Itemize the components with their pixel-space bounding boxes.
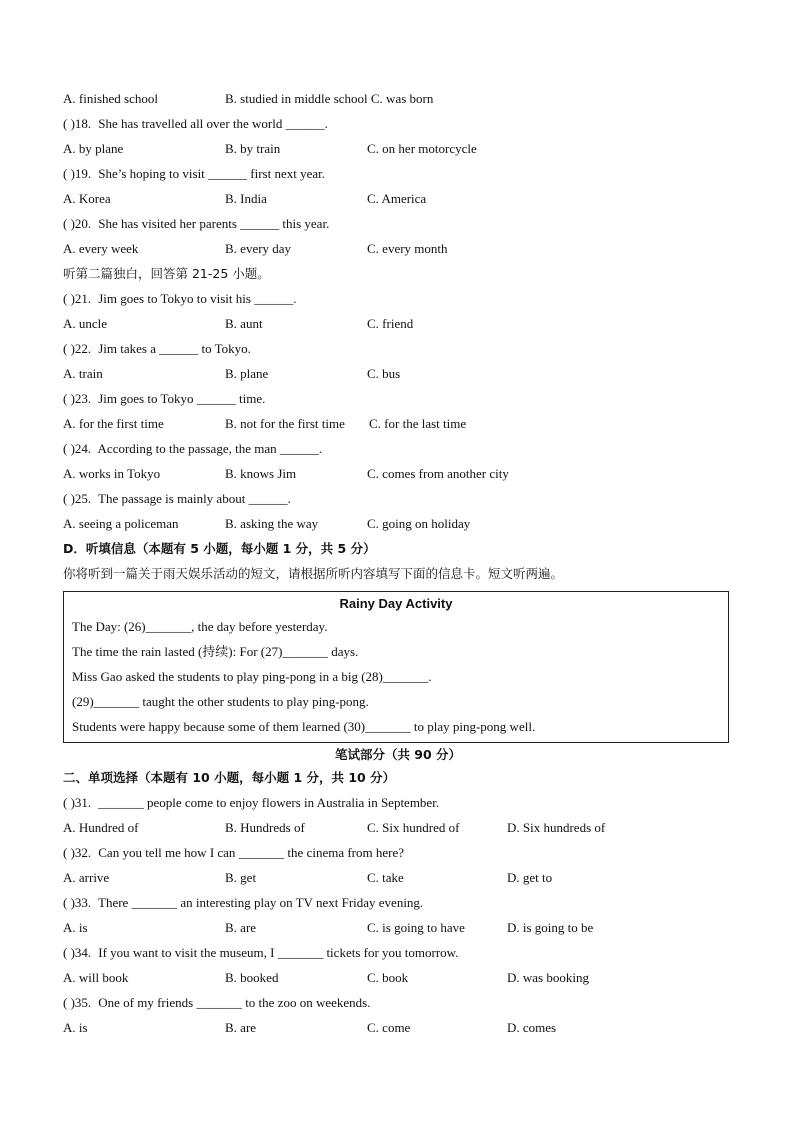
options-row-33 bbox=[63, 918, 733, 943]
option-a: A. Hundred of bbox=[63, 820, 139, 835]
option-b: B. by train bbox=[225, 141, 281, 156]
question-text: Jim goes to Tokyo to visit his ______. bbox=[98, 291, 297, 306]
question-number: ( )31. bbox=[63, 795, 92, 810]
question-number: ( )18. bbox=[63, 116, 92, 131]
section-d-heading: D．听填信息（本题有 5 小题，每小题 1 分，共 5 分） bbox=[63, 541, 376, 556]
option-b: B. are bbox=[225, 1020, 257, 1035]
question-text: If you want to visit the museum, I _______ tickets for you tomorrow. bbox=[98, 945, 459, 960]
question-text: Jim takes a ______ to Tokyo. bbox=[98, 341, 251, 356]
question-text: _______ people come to enjoy flowers in Australia in September. bbox=[98, 795, 440, 810]
option-b: B. get bbox=[225, 870, 257, 885]
question-text: Jim goes to Tokyo ______ time. bbox=[98, 391, 266, 406]
option-c: C. friend bbox=[367, 316, 414, 331]
question-number: ( )25. bbox=[63, 491, 92, 506]
question-text: She’s hoping to visit ______ first next year. bbox=[98, 166, 326, 181]
options-row-21 bbox=[63, 314, 733, 339]
option-c: C. book bbox=[367, 970, 409, 985]
option-c: C. every month bbox=[367, 241, 448, 256]
question-number: ( )19. bbox=[63, 166, 92, 181]
question-number: ( )24. bbox=[63, 441, 92, 456]
options-row-20 bbox=[63, 239, 733, 264]
options-row-35 bbox=[63, 1018, 733, 1043]
option-c: C. on her motorcycle bbox=[367, 141, 477, 156]
option-c: C. bus bbox=[367, 366, 401, 381]
options-row-18 bbox=[63, 139, 733, 164]
question-text: According to the passage, the man ______. bbox=[97, 441, 323, 456]
info-card-title: Rainy Day Activity bbox=[339, 596, 453, 611]
question-32 bbox=[63, 843, 733, 868]
option-c: C. is going to have bbox=[367, 920, 465, 935]
option-b: B. Hundreds of bbox=[225, 820, 305, 835]
option-b: B. plane bbox=[225, 366, 269, 381]
option-c: C. comes from another city bbox=[367, 466, 509, 481]
option-a: A. finished school bbox=[63, 91, 158, 106]
written-part-title: 笔试部分（共 90 分） bbox=[334, 747, 462, 762]
option-b: B. aunt bbox=[225, 316, 263, 331]
info-card-line-27: The time the rain lasted (持续): For (27)_______ days. bbox=[72, 644, 359, 659]
question-text: One of my friends _______ to the zoo on weekends. bbox=[98, 995, 371, 1010]
option-d: D. comes bbox=[507, 1020, 557, 1035]
question-20 bbox=[63, 214, 733, 239]
question-24 bbox=[63, 439, 733, 464]
option-d: D. is going to be bbox=[507, 920, 594, 935]
option-a: A. by plane bbox=[63, 141, 124, 156]
option-a: A. uncle bbox=[63, 316, 108, 331]
options-row-25 bbox=[63, 514, 733, 539]
question-33 bbox=[63, 893, 733, 918]
question-number: ( )21. bbox=[63, 291, 92, 306]
option-c: C. Six hundred of bbox=[367, 820, 460, 835]
info-card bbox=[63, 591, 729, 743]
options-row-31 bbox=[63, 818, 733, 843]
option-d: D. Six hundreds of bbox=[507, 820, 606, 835]
option-a: A. for the first time bbox=[63, 416, 164, 431]
options-row-22 bbox=[63, 364, 733, 389]
options-row-32 bbox=[63, 868, 733, 893]
question-35 bbox=[63, 993, 733, 1018]
info-card-line-28: Miss Gao asked the students to play ping-pong in a big (28)_______. bbox=[72, 669, 432, 684]
option-b-c: B. studied in middle school C. was born bbox=[225, 91, 434, 106]
question-21 bbox=[63, 289, 733, 314]
option-c: C. for the last time bbox=[369, 416, 467, 431]
question-number: ( )23. bbox=[63, 391, 92, 406]
info-card-line-30: Students were happy because some of them learned (30)_______ to play ping-pong well. bbox=[72, 719, 536, 734]
option-b: B. booked bbox=[225, 970, 279, 985]
question-25 bbox=[63, 489, 733, 514]
options-row-17 bbox=[63, 89, 733, 114]
instruction-monologue-2: 听第二篇独白，回答第 21-25 小题。 bbox=[63, 266, 270, 281]
question-number: ( )33. bbox=[63, 895, 92, 910]
option-a: A. train bbox=[63, 366, 103, 381]
option-b: B. asking the way bbox=[225, 516, 319, 531]
question-22 bbox=[63, 339, 733, 364]
question-19 bbox=[63, 164, 733, 189]
option-a: A. works in Tokyo bbox=[63, 466, 161, 481]
option-a: A. every week bbox=[63, 241, 139, 256]
options-row-24 bbox=[63, 464, 733, 489]
question-text: She has travelled all over the world ______. bbox=[98, 116, 328, 131]
option-c: C. come bbox=[367, 1020, 411, 1035]
question-number: ( )34. bbox=[63, 945, 92, 960]
question-number: ( )20. bbox=[63, 216, 92, 231]
option-a: A. seeing a policeman bbox=[63, 516, 179, 531]
question-text: The passage is mainly about ______. bbox=[98, 491, 291, 506]
option-c: C. going on holiday bbox=[367, 516, 471, 531]
question-text: Can you tell me how I can _______ the cinema from here? bbox=[98, 845, 405, 860]
option-b: B. India bbox=[225, 191, 267, 206]
section-d-instruction: 你将听到一篇关于雨天娱乐活动的短文，请根据所听内容填写下面的信息卡。短文听两遍。 bbox=[63, 566, 564, 581]
option-d: D. was booking bbox=[507, 970, 589, 985]
option-a: A. arrive bbox=[63, 870, 110, 885]
options-row-34 bbox=[63, 968, 733, 993]
question-number: ( )22. bbox=[63, 341, 92, 356]
question-number: ( )35. bbox=[63, 995, 92, 1010]
question-number: ( )32. bbox=[63, 845, 92, 860]
question-23 bbox=[63, 389, 733, 414]
option-b: B. not for the first time bbox=[225, 416, 345, 431]
question-31 bbox=[63, 793, 733, 818]
section-2-heading: 二、单项选择（本题有 10 小题，每小题 1 分，共 10 分） bbox=[63, 770, 396, 785]
question-34 bbox=[63, 943, 733, 968]
option-a: A. is bbox=[63, 920, 88, 935]
options-row-19 bbox=[63, 189, 733, 214]
option-b: B. every day bbox=[225, 241, 292, 256]
question-18 bbox=[63, 114, 733, 139]
option-a: A. is bbox=[63, 1020, 88, 1035]
exam-page bbox=[63, 89, 733, 1043]
info-card-line-26: The Day: (26)_______, the day before yesterday. bbox=[72, 619, 328, 634]
option-a: A. Korea bbox=[63, 191, 111, 206]
info-card-line-29: (29)_______ taught the other students to play ping-pong. bbox=[72, 694, 369, 709]
option-c: C. America bbox=[367, 191, 427, 206]
option-a: A. will book bbox=[63, 970, 129, 985]
option-b: B. are bbox=[225, 920, 257, 935]
option-d: D. get to bbox=[507, 870, 553, 885]
option-c: C. take bbox=[367, 870, 404, 885]
option-b: B. knows Jim bbox=[225, 466, 297, 481]
options-row-23 bbox=[63, 414, 733, 439]
question-text: There _______ an interesting play on TV next Friday evening. bbox=[98, 895, 424, 910]
question-text: She has visited her parents ______ this year. bbox=[98, 216, 330, 231]
